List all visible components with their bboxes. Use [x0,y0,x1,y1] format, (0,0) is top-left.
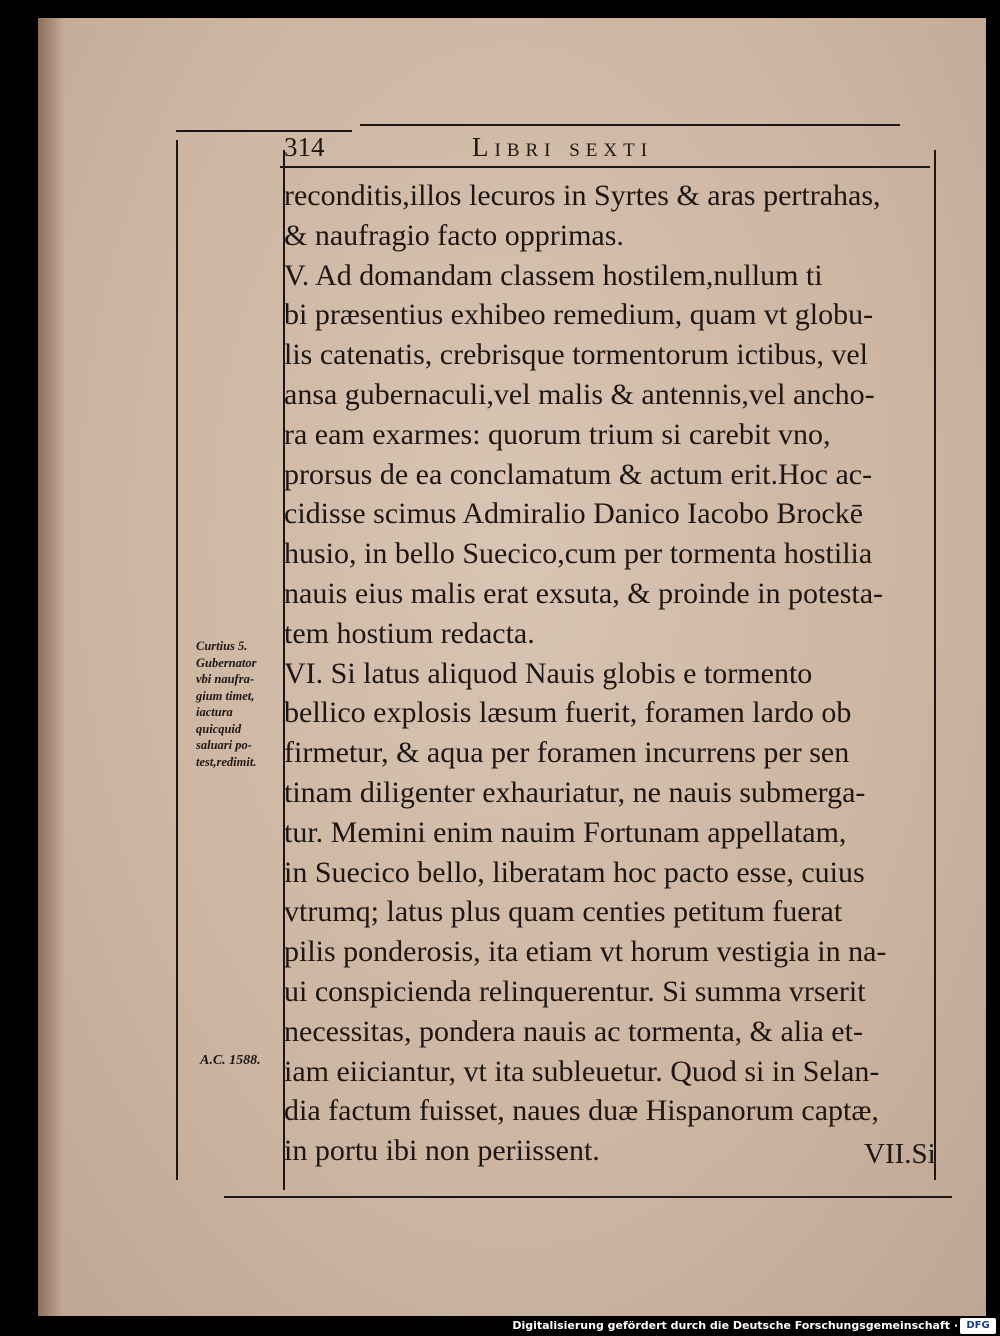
left-outer-frame-rule [176,140,178,1180]
marginal-note-line: quicquid [196,721,242,736]
funding-credit: Digitalisierung gefördert durch die Deutsche Forschungsgemeinschaft · [512,1319,958,1332]
bottom-rule [224,1196,952,1198]
marginal-note-line: iactura [196,705,233,719]
text-line: nauis eius malis erat exsuta, & proinde in potesta- [284,576,884,610]
text-line: necessitas, pondera nauis ac tormenta, & alia et- [284,1014,863,1048]
page-header [280,128,930,168]
marginal-note-line: Gubernator [196,655,257,670]
text-line: ui conspicienda relinquerentur. Si summa vrserit [284,974,866,1008]
text-line: husio, in bello Suecico,cum per tormenta hostilia [284,537,873,571]
text-line: in Suecico bello, liberatam hoc pacto esse, cuius [284,855,865,889]
text-line: dia factum fuisset, naues duæ Hispanorum captæ, [284,1094,879,1128]
text-line: ansa gubernaculi,vel malis & antennis,vel ancho- [284,377,875,411]
page-number: 314 [284,132,325,162]
main-text-block [284,176,934,1171]
text-line: bi præsentius exhibeo remedium, quam vt globu- [284,298,874,332]
marginal-note-line: vbi naufra- [196,672,254,686]
text-line: tur. Memini enim nauim Fortunam appellatam, [284,815,847,849]
text-line: pilis ponderosis, ita etiam vt horum vestigia in na- [284,935,887,969]
catchword: VII.Si [864,1138,936,1170]
text-line: firmetur, & aqua per foramen incurrens per sen [284,736,850,770]
top-rule-right [360,124,900,126]
text-line: ra eam exarmes: quorum trium si carebit vno, [284,417,831,451]
text-line: V. Ad domandam classem hostilem,nullum ti [284,258,823,292]
text-right-frame-rule [934,150,936,1180]
text-line: bellico explosis læsum fuerit, foramen lardo ob [284,696,852,730]
text-line: cidisse scimus Admiralio Danico Iacobo Brockē [284,497,864,531]
dfg-logo: DFG [960,1318,996,1334]
text-line: reconditis,illos lecuros in Syrtes & aras pertrahas, [284,179,881,212]
page-gutter-shadow [38,18,64,1316]
text-line: tinam diligenter exhauriatur, ne nauis submerga- [284,775,866,809]
text-line: iam eiiciantur, vt ita subleuetur. Quod si in Selan- [284,1054,880,1088]
text-line: prorsus de ea conclamatum & actum erit.Hoc ac- [284,457,873,491]
marginal-note-line: gium timet, [196,688,255,703]
text-line: lis catenatis, crebrisque tormentorum ictibus, vel [284,338,869,372]
marginal-note-line: Curtius 5. [196,639,248,653]
text-line: vtrumq; latus plus quam centies petitum fuerat [284,895,843,929]
marginal-date: A.C. 1588. [200,1053,261,1068]
text-line: & naufragio facto opprimas. [284,218,624,252]
running-title: Libri sexti [472,132,654,162]
text-line: VI. Si latus aliquod Nauis globis e tormento [284,656,813,690]
marginal-note-line: test,redimit. [196,754,257,769]
marginal-note [196,638,296,770]
text-line: in portu ibi non periissent. [284,1134,600,1168]
text-line: tem hostium redacta. [284,616,535,650]
marginal-note-line: saluari po- [196,738,252,752]
